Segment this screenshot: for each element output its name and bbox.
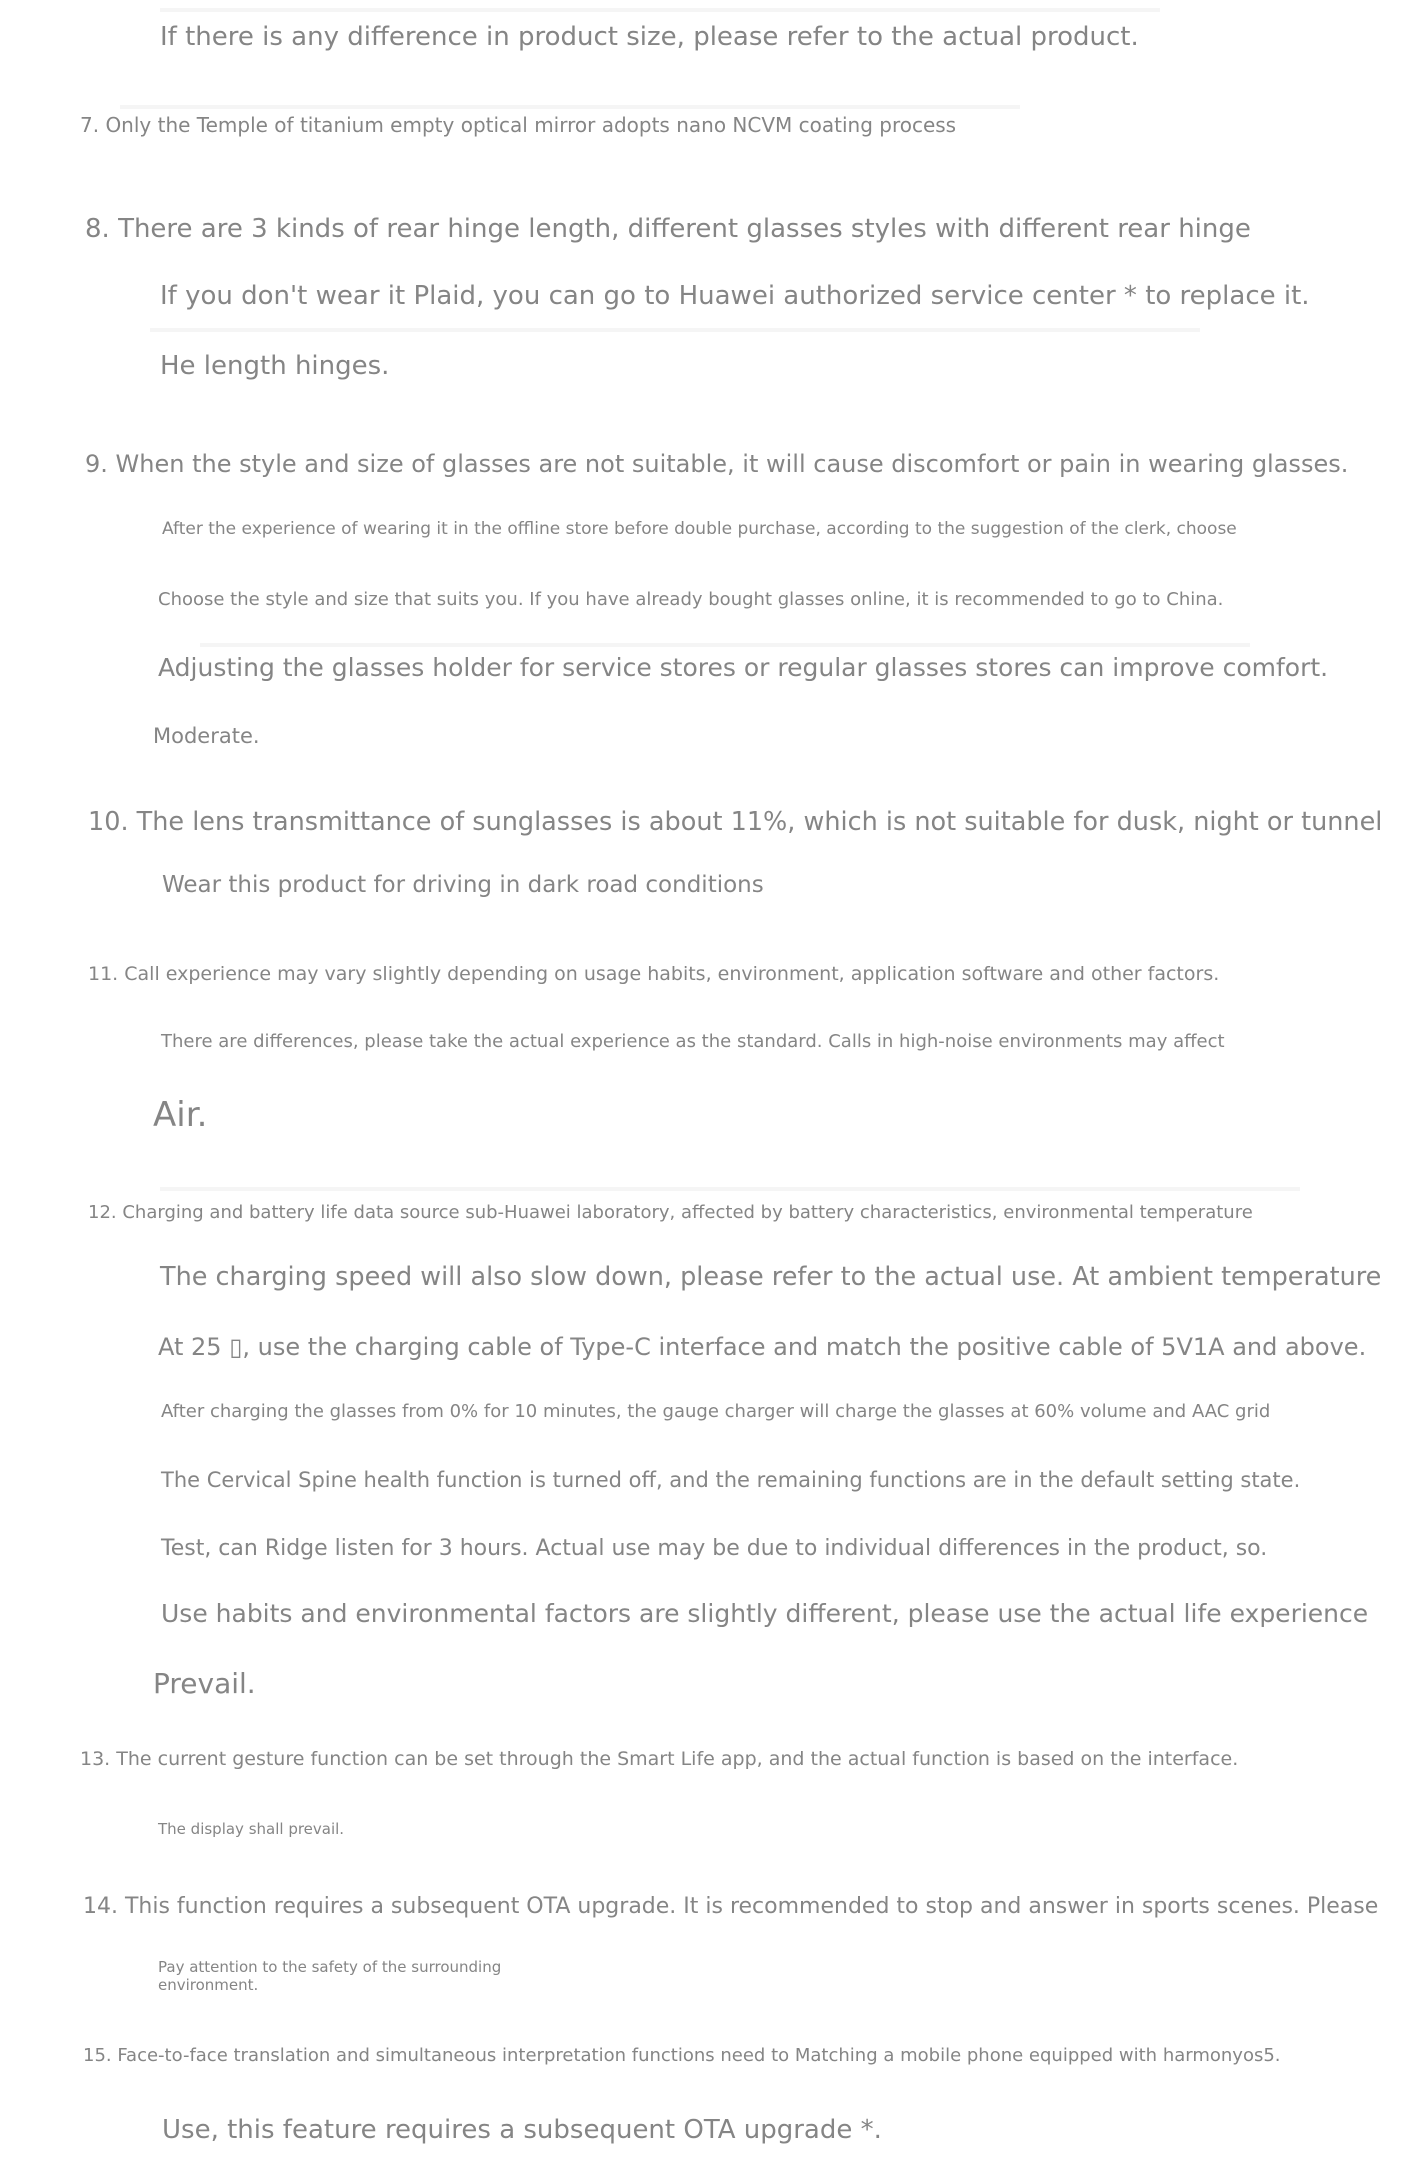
note-line: Pay attention to the safety of the surrounding: [158, 1958, 502, 1976]
note-line: At 25 ▯, use the charging cable of Type-C interface and match the positive cable of 5V1A and above.: [158, 1333, 1367, 1361]
note-heading-13: 13. The current gesture function can be set through the Smart Life app, and the actual function is based on the interface.: [80, 1748, 1239, 1770]
scan-artifact: [160, 8, 1160, 12]
note-line: Test, can Ridge listen for 3 hours. Actual use may be due to individual differences in the product, so.: [161, 1536, 1268, 1561]
note-line: There are differences, please take the actual experience as the standard. Calls in high-noise environments may affect: [161, 1031, 1225, 1052]
note-line: Choose the style and size that suits you. If you have already bought glasses online, it is recommended to go to China.: [158, 589, 1224, 610]
note-line: The Cervical Spine health function is turned off, and the remaining functions are in the default setting state.: [161, 1468, 1301, 1492]
note-line: environment.: [158, 1976, 259, 1994]
note-line: If there is any difference in product size, please refer to the actual product.: [160, 22, 1139, 52]
scan-artifact: [200, 643, 1250, 647]
scan-artifact: [150, 328, 1200, 332]
note-heading-9: 9. When the style and size of glasses are not suitable, it will cause discomfort or pain in wearing glasses.: [85, 450, 1349, 478]
note-line: Air.: [153, 1095, 208, 1135]
scan-artifact: [120, 105, 1020, 109]
note-line: Wear this product for driving in dark road conditions: [162, 872, 764, 898]
note-line: After charging the glasses from 0% for 10 minutes, the gauge charger will charge the glasses at 60% volume and AAC grid: [161, 1401, 1271, 1422]
note-line: The charging speed will also slow down, please refer to the actual use. At ambient temperature: [160, 1262, 1382, 1292]
note-heading-15: 15. Face-to-face translation and simultaneous interpretation functions need to Matching a mobile phone equipped with harmonyos5.: [83, 2045, 1281, 2066]
note-heading-11: 11. Call experience may vary slightly depending on usage habits, environment, application software and other factors.: [88, 963, 1220, 985]
note-line: If you don't wear it Plaid, you can go to Huawei authorized service center * to replace it.: [160, 281, 1310, 311]
note-line: Moderate.: [153, 724, 260, 748]
note-line: After the experience of wearing it in the offline store before double purchase, according to the suggestion of the clerk, choose: [162, 519, 1237, 539]
note-line: Prevail.: [153, 1667, 256, 1700]
note-heading-12: 12. Charging and battery life data source sub-Huawei laboratory, affected by battery characteristics, environmental temperature: [88, 1202, 1253, 1223]
note-line: The display shall prevail.: [158, 1820, 345, 1838]
note-heading-10: 10. The lens transmittance of sunglasses is about 11%, which is not suitable for dusk, night or tunnel: [88, 807, 1383, 837]
note-line: Adjusting the glasses holder for service stores or regular glasses stores can improve comfort.: [158, 653, 1329, 682]
note-heading-14: 14. This function requires a subsequent OTA upgrade. It is recommended to stop and answer in sports scenes. Please: [83, 1894, 1379, 1919]
scan-artifact: [160, 1187, 1300, 1191]
note-heading-7: 7. Only the Temple of titanium empty optical mirror adopts nano NCVM coating process: [80, 113, 957, 137]
note-line: He length hinges.: [160, 351, 390, 381]
note-line: Use habits and environmental factors are slightly different, please use the actual life experience: [161, 1599, 1369, 1628]
note-line: Use, this feature requires a subsequent OTA upgrade *.: [162, 2115, 882, 2145]
note-heading-8: 8. There are 3 kinds of rear hinge length, different glasses styles with different rear hinge: [85, 214, 1251, 244]
